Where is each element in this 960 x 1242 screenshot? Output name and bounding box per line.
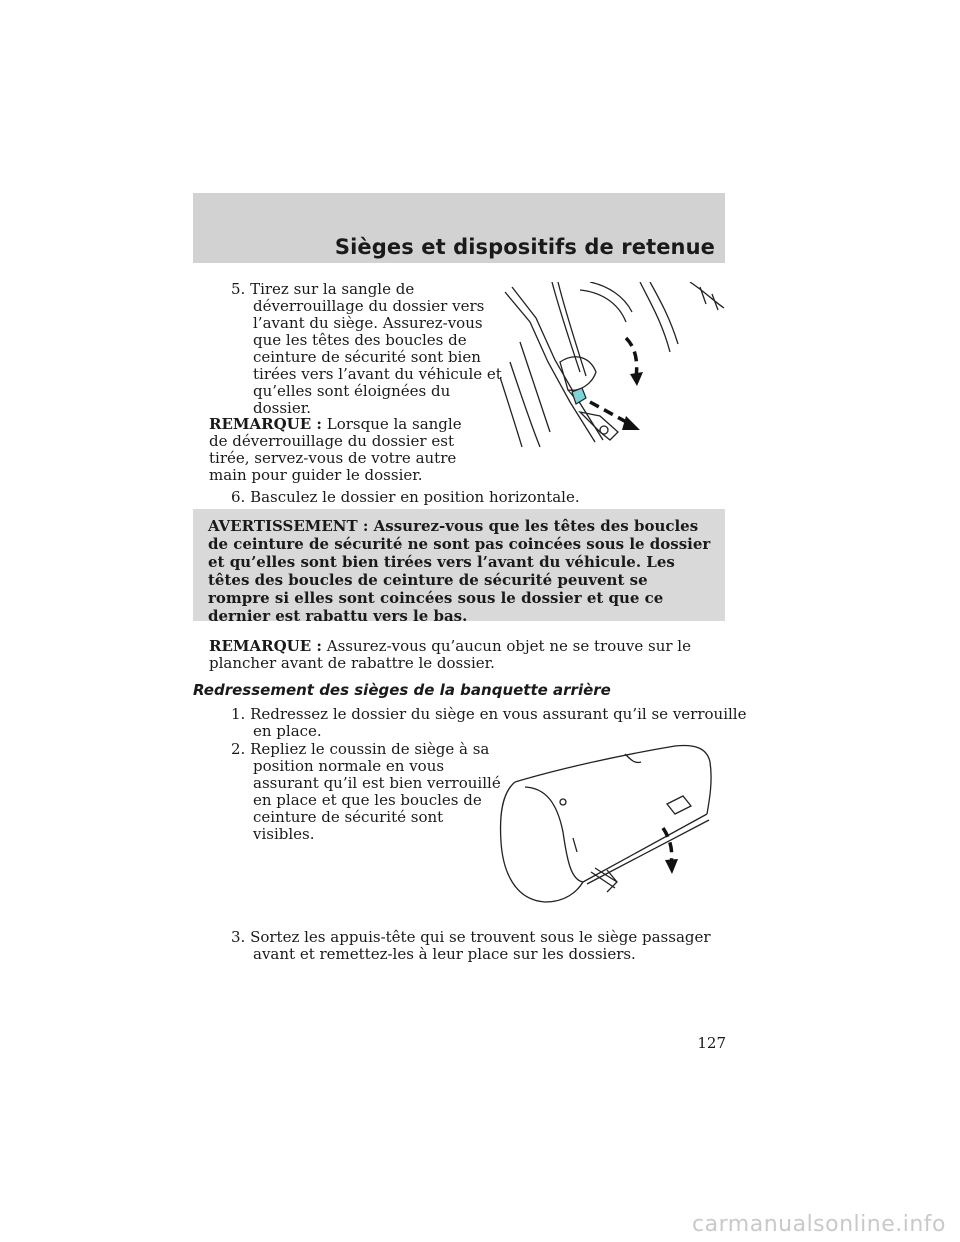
step-3: 3. Sortez les appuis-tête qui se trouvent sous le siège passager avant et remettez-les à leur place sur les dossiers. [231, 928, 711, 963]
step-2: 2. Repliez le coussin de siège à sa position normale en vous assurant qu’il est bien verrouillé en place et que les boucles de ceinture de sécurité sont visibles. [231, 740, 501, 843]
seat-cushion-illustration [495, 742, 725, 908]
page-title: Sièges et dispositifs de retenue [334, 235, 715, 259]
warning-box [193, 509, 725, 625]
step-5: 5. Tirez sur la sangle de déverrouillage du dossier vers l’avant du siège. Assurez-vous que les têtes des boucles de ceinture de sécurité sont bien tirées vers l’avant du véhicule et qu’elles sont éloignées du dossier. [231, 280, 502, 417]
header-band [193, 193, 725, 263]
seatback-release-illustration [500, 282, 726, 450]
step-6: 6. Basculez le dossier en position horizontale. [231, 488, 580, 506]
section-heading: Redressement des sièges de la banquette arrière [193, 681, 611, 699]
remark-1 [209, 416, 479, 484]
remark-text: Assurez-vous qu’aucun objet ne se trouve sur le plancher avant de rabattre le dossier. [209, 637, 691, 672]
step-1: 1. Redressez le dossier du siège en vous assurant qu’il se verrouille en place. [231, 705, 747, 740]
page-number: 127 [697, 1034, 726, 1052]
remark-label: REMARQUE : [209, 415, 322, 433]
remark-2 [209, 638, 729, 672]
warning-text: AVERTISSEMENT : Assurez-vous que les têtes des boucles de ceinture de sécurité ne sont pas coincées sous le dossier et qu’elles sont bien tirées vers l’avant du véhicule. Les têtes des boucles de ceinture de sécurité peuvent se rompre si elles sont coincées sous le dossier et que ce dernier est rabattu vers le bas. [208, 517, 711, 625]
remark-text: Lorsque la sangle de déverrouillage du dossier est tirée, servez-vous de votre autre main pour guider le dossier. [209, 415, 462, 484]
remark-label: REMARQUE : [209, 637, 322, 655]
footer-watermark: carmanualsonline.info [692, 1212, 946, 1237]
